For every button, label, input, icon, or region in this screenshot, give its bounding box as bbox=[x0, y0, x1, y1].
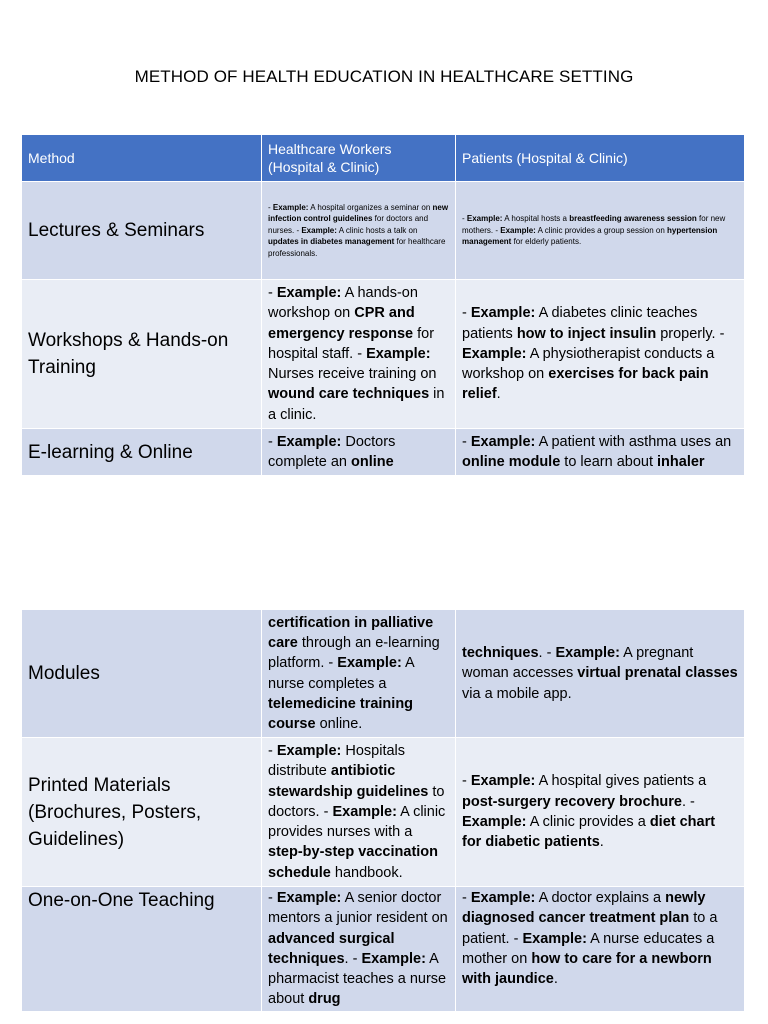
healthcare-workers-cell: - Example: A hands-on workshop on CPR and emergency response for hospital staff. - Example: Nurses receive training on wound care techniques in a clinic. bbox=[262, 280, 456, 429]
patients-cell: - Example: A diabetes clinic teaches patients how to inject insulin properly. - Example: A physiotherapist conducts a workshop on exercises for back pain relief. bbox=[456, 280, 745, 429]
healthcare-workers-cell: - Example: A senior doctor mentors a junior resident on advanced surgical techniques. - Example: A pharmacist teaches a nurse about drug bbox=[262, 887, 456, 1012]
table-row bbox=[22, 610, 745, 738]
table-row bbox=[22, 887, 745, 1012]
method-cell: Printed Materials (Brochures, Posters, Guidelines) bbox=[22, 738, 262, 887]
method-cell: Modules bbox=[22, 610, 262, 738]
healthcare-workers-cell: - Example: A hospital organizes a seminar on new infection control guidelines for doctors and nurses. - Example: A clinic hosts a talk on updates in diabetes management for healthcare professionals. bbox=[262, 182, 456, 280]
table-row bbox=[22, 429, 745, 476]
table-row bbox=[22, 182, 745, 280]
table-row bbox=[22, 280, 745, 429]
method-cell: One-on-One Teaching bbox=[22, 887, 262, 1012]
patients-cell: - Example: A patient with asthma uses an online module to learn about inhaler bbox=[456, 429, 745, 476]
page-title: METHOD OF HEALTH EDUCATION IN HEALTHCARE SETTING bbox=[134, 67, 634, 86]
method-cell: Lectures & Seminars bbox=[22, 182, 262, 280]
header-method: Method bbox=[22, 135, 262, 182]
header-healthcare-workers: Healthcare Workers (Hospital & Clinic) bbox=[262, 135, 456, 182]
patients-cell: - Example: A doctor explains a newly diagnosed cancer treatment plan to a patient. - Example: A nurse educates a mother on how to care for a newborn with jaundice. bbox=[456, 887, 745, 1012]
healthcare-workers-cell: certification in palliative care through an e-learning platform. - Example: A nurse completes a telemedicine training course online. bbox=[262, 610, 456, 738]
patients-cell: - Example: A hospital hosts a breastfeeding awareness session for new mothers. - Example: A clinic provides a group session on hypertension management for elderly patients. bbox=[456, 182, 745, 280]
patients-cell: techniques. - Example: A pregnant woman accesses virtual prenatal classes via a mobile app. bbox=[456, 610, 745, 738]
method-cell: Workshops & Hands-on Training bbox=[22, 280, 262, 429]
header-patients: Patients (Hospital & Clinic) bbox=[456, 135, 745, 182]
table-row bbox=[22, 738, 745, 887]
healthcare-workers-cell: - Example: Doctors complete an online bbox=[262, 429, 456, 476]
healthcare-workers-cell: - Example: Hospitals distribute antibiotic stewardship guidelines to doctors. - Example: A clinic provides nurses with a step-by-step vaccination schedule handbook. bbox=[262, 738, 456, 887]
patients-cell: - Example: A hospital gives patients a post-surgery recovery brochure. - Example: A clinic provides a diet chart for diabetic patients. bbox=[456, 738, 745, 887]
methods-table-bottom bbox=[21, 609, 745, 1012]
methods-table-top bbox=[21, 134, 745, 476]
method-cell: E-learning & Online bbox=[22, 429, 262, 476]
